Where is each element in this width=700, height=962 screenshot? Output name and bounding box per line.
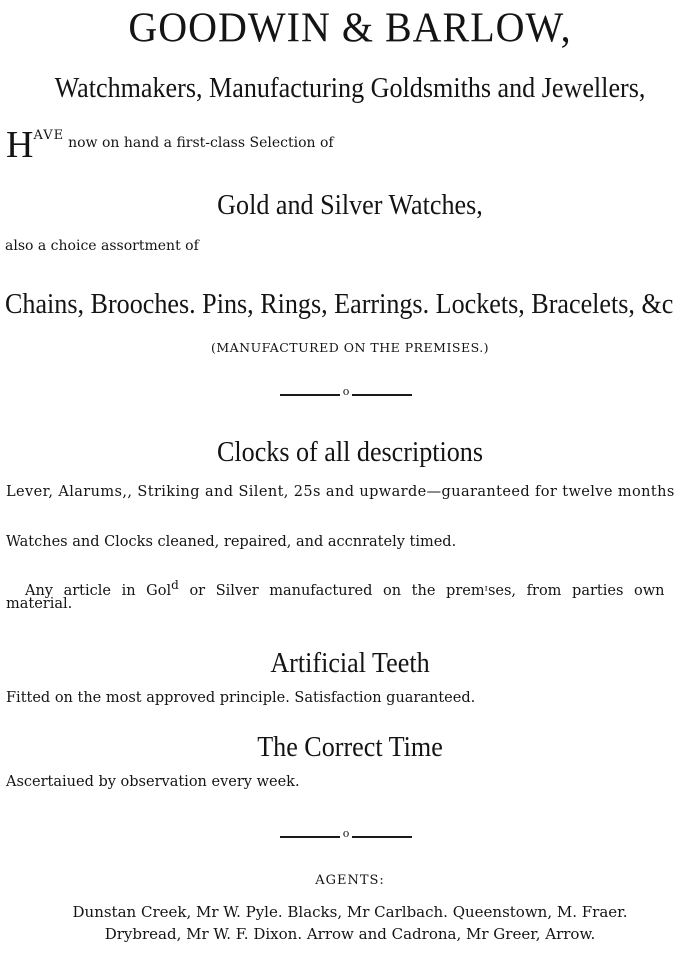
ascertained-line: Ascertaiued by observation every week. xyxy=(6,774,300,790)
divider-mark: o xyxy=(342,827,350,840)
manufactured-note: (MANUFACTURED ON THE PREMISES.) xyxy=(210,340,490,355)
any-article-part2: or Silver manufactured on the premᶦses, from parties own xyxy=(189,582,665,599)
lever-line: Lever, Alarums,, Striking and Silent, 25s and upwarde—guaranteed for twelve months xyxy=(6,484,675,500)
business-subtitle: Watchmakers, Manufacturing Goldsmiths and Jewellers, xyxy=(54,72,646,104)
any-article-part1: Any article in Gol xyxy=(25,582,172,599)
section-divider xyxy=(280,827,412,842)
agents-label: AGENTS: xyxy=(315,873,385,888)
agents-line-2: Drybread, Mr W. F. Dixon. Arrow and Cadrona, Mr Greer, Arrow. xyxy=(104,925,596,943)
any-article-line xyxy=(25,578,664,599)
heading-teeth: Artificial Teeth xyxy=(270,647,430,679)
divider-mark: o xyxy=(342,385,350,398)
heading-correct-time: The Correct Time xyxy=(257,731,443,763)
drop-cap-rest: AVE xyxy=(33,128,65,143)
section-divider xyxy=(280,385,412,400)
items-line: Chains, Brooches. Pins, Rings, Earrings. Lockets, Bracelets, &c xyxy=(5,288,674,320)
also-line: also a choice assortment of xyxy=(5,238,199,254)
intro-text: now on hand a first-class Selection of xyxy=(68,135,334,151)
intro-line xyxy=(6,124,334,166)
heading-watches: Gold and Silver Watches, xyxy=(217,189,483,221)
any-article-line2: material. xyxy=(6,596,73,612)
heading-clocks: Clocks of all descriptions xyxy=(216,436,484,468)
business-title: GOODWIN & BARLOW, xyxy=(128,3,572,52)
watches-clocks-line: Watches and Clocks cleaned, repaired, and accnrately timed. xyxy=(6,534,457,550)
agents-line-1: Dunstan Creek, Mr W. Pyle. Blacks, Mr Carlbach. Queenstown, M. Fraer. xyxy=(72,903,628,921)
any-article-sup: d xyxy=(171,578,179,592)
fitted-line: Fitted on the most approved principle. Satisfaction guaranteed. xyxy=(6,690,476,706)
drop-cap: H xyxy=(6,124,34,166)
